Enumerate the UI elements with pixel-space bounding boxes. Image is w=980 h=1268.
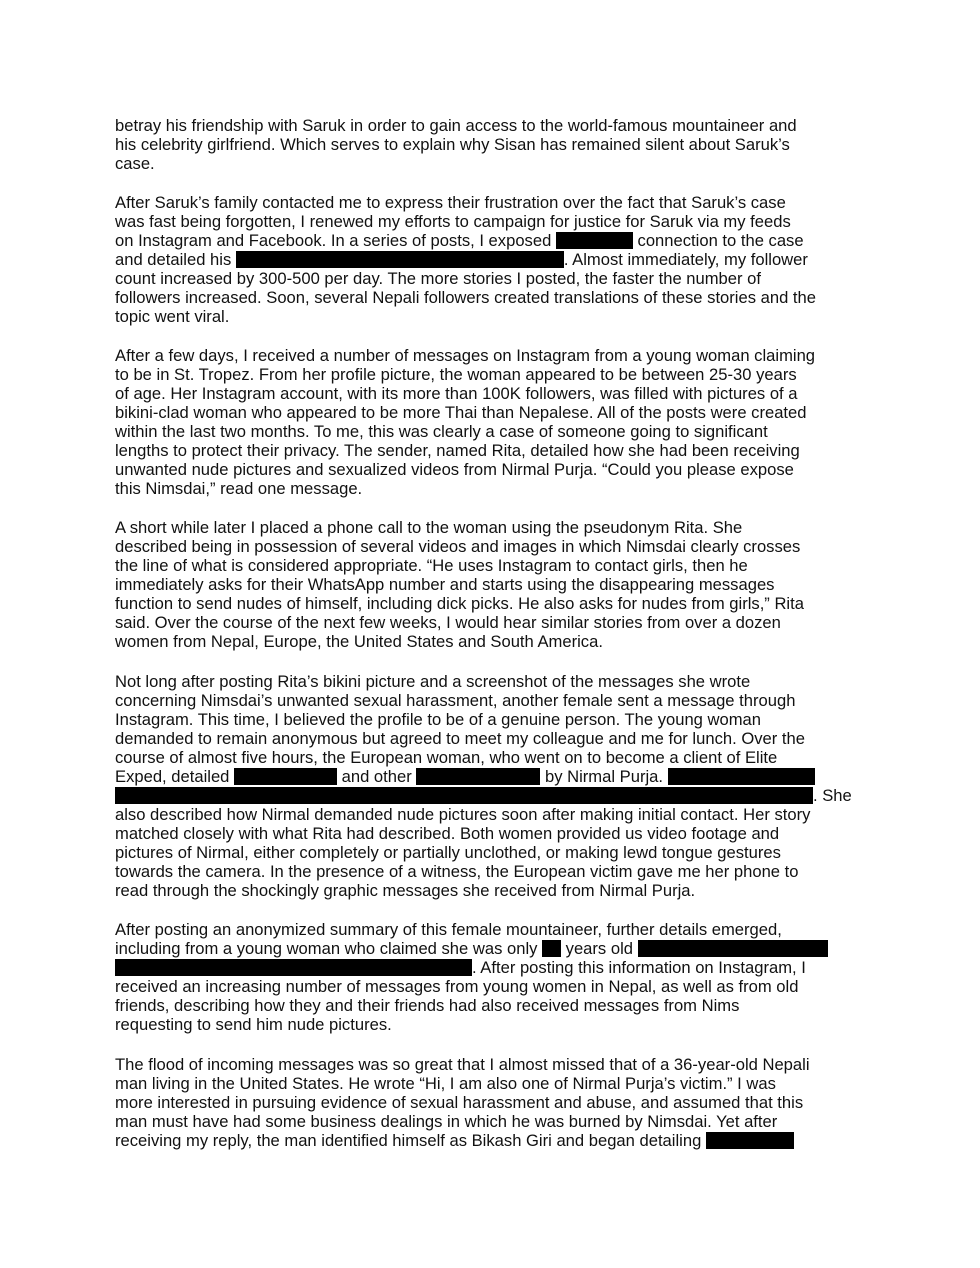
redaction-bar (115, 959, 472, 976)
text-line: course of almost five hours, the European woman, who went on to become a client of Elite (115, 748, 778, 767)
text-line: case. (115, 154, 155, 173)
text-line: requesting to send him nude pictures. (115, 1015, 392, 1034)
redaction-bar (416, 768, 540, 785)
text-line: read through the shockingly graphic messages she received from Nirmal Purja. (115, 881, 696, 900)
text-line: man living in the United States. He wrote “Hi, I am also one of Nirmal Purja’s victim.” I was (115, 1074, 776, 1093)
text-line (115, 958, 806, 977)
text-line: pictures of Nirmal, either completely or partially unclothed, or making lewd tongue gestures (115, 843, 781, 862)
text-line: A short while later I placed a phone call to the woman using the pseudonym Rita. She (115, 518, 743, 537)
redaction-bar (234, 768, 337, 785)
text-line (115, 231, 804, 250)
text-line: After a few days, I received a number of messages on Instagram from a young woman claiming (115, 346, 816, 365)
text-line: man must have had some business dealings in which he was burned by Nimsdai. Yet after (115, 1112, 778, 1131)
text-line (115, 786, 852, 805)
redaction-bar (236, 251, 564, 268)
redaction-bar (556, 232, 633, 249)
text-line: within the last two months. To me, this was clearly a case of someone going to significant (115, 422, 768, 441)
text-segment: . She (813, 786, 852, 805)
text-line: After posting an anonymized summary of this female mountaineer, further details emerged, (115, 920, 782, 939)
text-line: followers increased. Soon, several Nepali followers created translations of these stories and the (115, 288, 816, 307)
text-segment: Exped, detailed (115, 767, 235, 786)
text-line: immediately asks for their WhatsApp number and starts using the disappearing messages (115, 575, 775, 594)
text-line: Instagram. This time, I believed the profile to be of a genuine person. The young woman (115, 710, 762, 729)
text-line: unwanted nude pictures and sexualized videos from Nirmal Purja. “Could you please expose (115, 460, 794, 479)
text-line: said. Over the course of the next few weeks, I would hear similar stories from over a dozen (115, 613, 781, 632)
text-line: friends, describing how they and their friends had also received messages from Nims (115, 996, 740, 1015)
text-line: towards the camera. In the presence of a witness, the European victim gave me her phone to (115, 862, 799, 881)
text-segment: and other (337, 767, 417, 786)
text-segment: years old (561, 939, 638, 958)
redaction-bar (638, 940, 828, 957)
text-line: this Nimsdai,” read one message. (115, 479, 363, 498)
redaction-bar (706, 1132, 794, 1149)
text-line: Not long after posting Rita’s bikini picture and a screenshot of the messages she wrote (115, 672, 751, 691)
text-line: to be in St. Tropez. From her profile picture, the woman appeared to be between 25-30 years (115, 365, 797, 384)
text-line: concerning Nimsdai’s unwanted sexual harassment, another female sent a message through (115, 691, 796, 710)
text-line: count increased by 300-500 per day. The more stories I posted, the faster the number of (115, 269, 761, 288)
text-line: demanded to remain anonymous but agreed to meet my colleague and me for lunch. Over the (115, 729, 805, 748)
text-line: function to send nudes of himself, including dick picks. He also asks for nudes from girls,” Rita (115, 594, 804, 613)
text-line: more interested in pursuing evidence of sexual harassment and abuse, and assumed that this (115, 1093, 804, 1112)
text-line: bikini-clad woman who appeared to be more Thai than Nepalese. All of the posts were created (115, 403, 807, 422)
text-line: women from Nepal, Europe, the United States and South America. (115, 632, 603, 651)
text-segment: . After posting this information on Instagram, I (472, 958, 806, 977)
text-segment: . Almost immediately, my follower (563, 250, 808, 269)
redaction-bar (115, 787, 813, 804)
text-line: was fast being forgotten, I renewed my efforts to campaign for justice for Saruk via my feeds (115, 212, 791, 231)
text-line: betray his friendship with Saruk in order to gain access to the world-famous mountaineer and (115, 116, 797, 135)
text-line (115, 1131, 794, 1150)
text-line: received an increasing number of messages from young women in Nepal, as well as from old (115, 977, 799, 996)
text-line: matched closely with what Rita had described. Both women provided us video footage and (115, 824, 780, 843)
text-line: the line of what is considered appropriate. “He uses Instagram to contact girls, then he (115, 556, 748, 575)
text-line: of age. Her Instagram account, with its more than 100K followers, was filled with pictures of a (115, 384, 798, 403)
text-segment: including from a young woman who claimed she was only (115, 939, 543, 958)
text-line: described being in possession of several videos and images in which Nimsdai clearly crosses (115, 537, 801, 556)
redaction-bar (542, 940, 561, 957)
text-line (115, 939, 828, 958)
text-line: lengths to protect their privacy. The sender, named Rita, detailed how she had been receiving (115, 441, 800, 460)
text-line (115, 767, 815, 786)
text-segment: on Instagram and Facebook. In a series of posts, I exposed (115, 231, 556, 250)
redaction-bar (668, 768, 815, 785)
text-line (115, 250, 808, 269)
text-segment: receiving my reply, the man identified himself as Bikash Giri and began detailing (115, 1131, 706, 1150)
text-segment: connection to the case (632, 231, 804, 250)
text-line: his celebrity girlfriend. Which serves to explain why Sisan has remained silent about Saruk’s (115, 135, 790, 154)
text-line: After Saruk’s family contacted me to express their frustration over the fact that Saruk’s case (115, 193, 786, 212)
text-line: also described how Nirmal demanded nude pictures soon after making initial contact. Her story (115, 805, 811, 824)
text-segment: by Nirmal Purja. (540, 767, 668, 786)
text-line: topic went viral. (115, 307, 230, 326)
text-line: The flood of incoming messages was so great that I almost missed that of a 36-year-old Nepali (115, 1055, 810, 1074)
text-segment: and detailed his (115, 250, 236, 269)
